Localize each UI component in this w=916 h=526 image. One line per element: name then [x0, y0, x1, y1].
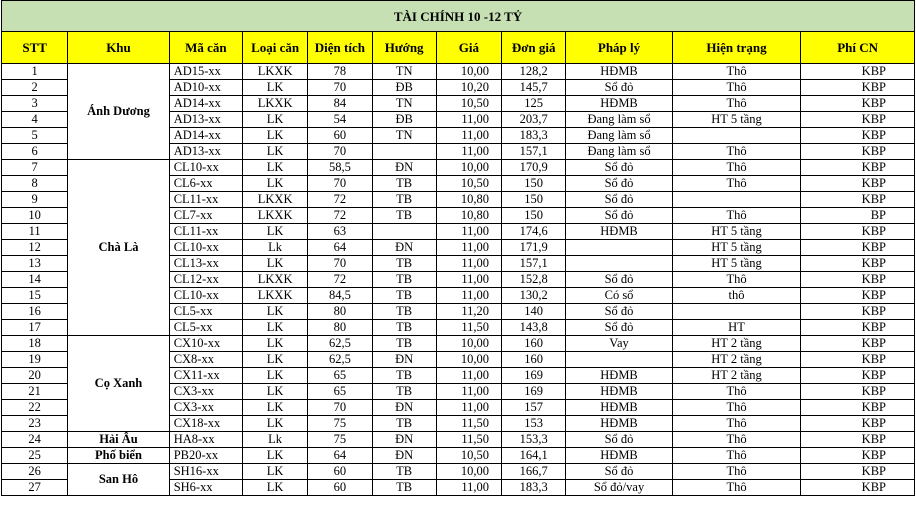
gia-cell: 11,00	[436, 368, 501, 384]
loai-can-cell: LK	[242, 304, 307, 320]
phap-ly-cell: Có sổ	[566, 288, 672, 304]
don-gia-cell: 164,1	[502, 448, 566, 464]
dien-tich-cell: 65	[308, 368, 372, 384]
loai-can-cell: LK	[242, 352, 307, 368]
loai-can-cell: Lk	[242, 240, 307, 256]
huong-cell: TN	[372, 128, 436, 144]
phap-ly-cell: Sổ đỏ	[566, 80, 672, 96]
stt-cell: 21	[2, 384, 68, 400]
ma-can-cell: AD13-xx	[169, 144, 242, 160]
phi-cn-cell: KBP	[801, 176, 915, 192]
huong-cell: TB	[372, 272, 436, 288]
loai-can-cell: LK	[242, 384, 307, 400]
phap-ly-cell: Sổ đỏ	[566, 320, 672, 336]
phi-cn-cell: KBP	[801, 144, 915, 160]
phap-ly-cell: HĐMB	[566, 96, 672, 112]
stt-cell: 27	[2, 480, 68, 496]
stt-cell: 5	[2, 128, 68, 144]
loai-can-cell: LK	[242, 128, 307, 144]
phi-cn-cell: KBP	[801, 384, 915, 400]
ma-can-cell: SH6-xx	[169, 480, 242, 496]
ma-can-cell: AD14-xx	[169, 96, 242, 112]
loai-can-cell: LK	[242, 160, 307, 176]
gia-cell: 11,00	[436, 480, 501, 496]
phi-cn-cell: KBP	[801, 256, 915, 272]
gia-cell: 11,00	[436, 240, 501, 256]
khu-cell: Cọ Xanh	[68, 336, 169, 432]
loai-can-cell: LKXK	[242, 64, 307, 80]
huong-cell: ĐB	[372, 80, 436, 96]
gia-cell: 11,50	[436, 320, 501, 336]
loai-can-cell: LKXK	[242, 288, 307, 304]
don-gia-cell: 140	[502, 304, 566, 320]
stt-cell: 11	[2, 224, 68, 240]
dien-tich-cell: 60	[308, 480, 372, 496]
stt-cell: 10	[2, 208, 68, 224]
gia-cell: 10,00	[436, 464, 501, 480]
loai-can-cell: LK	[242, 464, 307, 480]
ma-can-cell: AD13-xx	[169, 112, 242, 128]
stt-cell: 24	[2, 432, 68, 448]
hien-trang-cell: Thô	[672, 432, 801, 448]
don-gia-cell: 169	[502, 368, 566, 384]
gia-cell: 10,00	[436, 160, 501, 176]
phap-ly-cell: Sổ đỏ	[566, 464, 672, 480]
stt-cell: 22	[2, 400, 68, 416]
ma-can-cell: AD14-xx	[169, 128, 242, 144]
loai-can-cell: LKXK	[242, 272, 307, 288]
huong-cell: TB	[372, 304, 436, 320]
huong-cell: ĐB	[372, 112, 436, 128]
phap-ly-cell: HĐMB	[566, 400, 672, 416]
ma-can-cell: CL7-xx	[169, 208, 242, 224]
huong-cell: TB	[372, 368, 436, 384]
ma-can-cell: AD15-xx	[169, 64, 242, 80]
don-gia-cell: 152,8	[502, 272, 566, 288]
don-gia-cell: 169	[502, 384, 566, 400]
dien-tich-cell: 60	[308, 128, 372, 144]
dien-tich-cell: 70	[308, 256, 372, 272]
phap-ly-cell: HĐMB	[566, 448, 672, 464]
stt-cell: 12	[2, 240, 68, 256]
hien-trang-cell: Thô	[672, 448, 801, 464]
hien-trang-cell: Thô	[672, 80, 801, 96]
table-row	[2, 64, 915, 80]
loai-can-cell: LK	[242, 416, 307, 432]
dien-tich-cell: 78	[308, 64, 372, 80]
table-row	[2, 432, 915, 448]
phap-ly-cell	[566, 256, 672, 272]
dien-tich-cell: 70	[308, 144, 372, 160]
don-gia-cell: 150	[502, 208, 566, 224]
huong-cell: TB	[372, 336, 436, 352]
dien-tich-cell: 72	[308, 192, 372, 208]
ma-can-cell: CL6-xx	[169, 176, 242, 192]
phi-cn-cell: KBP	[801, 160, 915, 176]
dien-tich-cell: 84	[308, 96, 372, 112]
column-header: Phí CN	[801, 32, 915, 64]
phap-ly-cell: Sổ đỏ	[566, 304, 672, 320]
phi-cn-cell: KBP	[801, 112, 915, 128]
phi-cn-cell: KBP	[801, 288, 915, 304]
khu-cell: Hải Âu	[68, 432, 169, 448]
ma-can-cell: CX3-xx	[169, 400, 242, 416]
phi-cn-cell: KBP	[801, 352, 915, 368]
huong-cell: TB	[372, 176, 436, 192]
stt-cell: 9	[2, 192, 68, 208]
hien-trang-cell: Thô	[672, 416, 801, 432]
phi-cn-cell: KBP	[801, 432, 915, 448]
don-gia-cell: 166,7	[502, 464, 566, 480]
dien-tich-cell: 54	[308, 112, 372, 128]
phi-cn-cell: KBP	[801, 304, 915, 320]
dien-tich-cell: 63	[308, 224, 372, 240]
dien-tich-cell: 70	[308, 176, 372, 192]
huong-cell: TB	[372, 480, 436, 496]
gia-cell: 10,20	[436, 80, 501, 96]
huong-cell: TB	[372, 464, 436, 480]
don-gia-cell: 160	[502, 352, 566, 368]
phi-cn-cell: KBP	[801, 80, 915, 96]
don-gia-cell: 153	[502, 416, 566, 432]
dien-tich-cell: 80	[308, 304, 372, 320]
khu-cell: Ánh Dương	[68, 64, 169, 160]
hien-trang-cell: Thô	[672, 64, 801, 80]
loai-can-cell: LK	[242, 336, 307, 352]
phap-ly-cell: Sổ đỏ	[566, 208, 672, 224]
stt-cell: 19	[2, 352, 68, 368]
phi-cn-cell: KBP	[801, 464, 915, 480]
gia-cell: 11,50	[436, 432, 501, 448]
phap-ly-cell: Sổ đỏ	[566, 432, 672, 448]
dien-tich-cell: 60	[308, 464, 372, 480]
huong-cell: TB	[372, 256, 436, 272]
phi-cn-cell: KBP	[801, 96, 915, 112]
hien-trang-cell: Thô	[672, 384, 801, 400]
hien-trang-cell	[672, 192, 801, 208]
phap-ly-cell: Sổ đỏ/vay	[566, 480, 672, 496]
phap-ly-cell: Đang làm sổ	[566, 144, 672, 160]
phap-ly-cell: HĐMB	[566, 224, 672, 240]
ma-can-cell: CX10-xx	[169, 336, 242, 352]
gia-cell: 11,00	[436, 288, 501, 304]
dien-tich-cell: 75	[308, 432, 372, 448]
dien-tich-cell: 72	[308, 208, 372, 224]
huong-cell: ĐN	[372, 240, 436, 256]
don-gia-cell: 170,9	[502, 160, 566, 176]
don-gia-cell: 150	[502, 176, 566, 192]
dien-tich-cell: 72	[308, 272, 372, 288]
don-gia-cell: 125	[502, 96, 566, 112]
table-body	[2, 64, 915, 496]
ma-can-cell: CL10-xx	[169, 160, 242, 176]
huong-cell: TN	[372, 96, 436, 112]
huong-cell: TB	[372, 384, 436, 400]
phap-ly-cell	[566, 240, 672, 256]
hien-trang-cell: HT 5 tầng	[672, 256, 801, 272]
khu-cell: Phố biển	[68, 448, 169, 464]
phi-cn-cell: KBP	[801, 448, 915, 464]
dien-tich-cell: 84,5	[308, 288, 372, 304]
phi-cn-cell: KBP	[801, 240, 915, 256]
ma-can-cell: AD10-xx	[169, 80, 242, 96]
ma-can-cell: CL12-xx	[169, 272, 242, 288]
hien-trang-cell: HT 2 tầng	[672, 368, 801, 384]
ma-can-cell: CX18-xx	[169, 416, 242, 432]
phap-ly-cell: Sổ đỏ	[566, 160, 672, 176]
ma-can-cell: CL5-xx	[169, 320, 242, 336]
hien-trang-cell: Thô	[672, 464, 801, 480]
phi-cn-cell: KBP	[801, 64, 915, 80]
gia-cell: 10,00	[436, 64, 501, 80]
column-header: Khu	[68, 32, 169, 64]
column-header: Mã căn	[169, 32, 242, 64]
stt-cell: 2	[2, 80, 68, 96]
column-header: Diện tích	[308, 32, 372, 64]
hien-trang-cell: HT 5 tầng	[672, 112, 801, 128]
phap-ly-cell: HĐMB	[566, 368, 672, 384]
don-gia-cell: 157	[502, 400, 566, 416]
stt-cell: 4	[2, 112, 68, 128]
loai-can-cell: LK	[242, 320, 307, 336]
hien-trang-cell: Thô	[672, 272, 801, 288]
hien-trang-cell: HT 5 tầng	[672, 224, 801, 240]
loai-can-cell: LK	[242, 448, 307, 464]
gia-cell: 11,00	[436, 112, 501, 128]
stt-cell: 6	[2, 144, 68, 160]
huong-cell: ĐN	[372, 352, 436, 368]
stt-cell: 8	[2, 176, 68, 192]
table-row	[2, 464, 915, 480]
stt-cell: 16	[2, 304, 68, 320]
phap-ly-cell	[566, 352, 672, 368]
phi-cn-cell: KBP	[801, 224, 915, 240]
ma-can-cell: CL11-xx	[169, 192, 242, 208]
phap-ly-cell: Sổ đỏ	[566, 192, 672, 208]
gia-cell: 11,00	[436, 272, 501, 288]
gia-cell: 11,00	[436, 256, 501, 272]
don-gia-cell: 174,6	[502, 224, 566, 240]
stt-cell: 18	[2, 336, 68, 352]
huong-cell: ĐN	[372, 400, 436, 416]
stt-cell: 25	[2, 448, 68, 464]
loai-can-cell: LKXK	[242, 96, 307, 112]
ma-can-cell: CL10-xx	[169, 240, 242, 256]
stt-cell: 20	[2, 368, 68, 384]
hien-trang-cell: thô	[672, 288, 801, 304]
stt-cell: 17	[2, 320, 68, 336]
dien-tich-cell: 70	[308, 400, 372, 416]
don-gia-cell: 130,2	[502, 288, 566, 304]
stt-cell: 23	[2, 416, 68, 432]
dien-tich-cell: 70	[308, 80, 372, 96]
stt-cell: 1	[2, 64, 68, 80]
loai-can-cell: LK	[242, 80, 307, 96]
huong-cell: ĐN	[372, 160, 436, 176]
phi-cn-cell: KBP	[801, 480, 915, 496]
gia-cell: 11,00	[436, 224, 501, 240]
huong-cell	[372, 224, 436, 240]
phap-ly-cell: Sổ đỏ	[566, 272, 672, 288]
phi-cn-cell: KBP	[801, 272, 915, 288]
phi-cn-cell: KBP	[801, 400, 915, 416]
ma-can-cell: CL5-xx	[169, 304, 242, 320]
dien-tich-cell: 58,5	[308, 160, 372, 176]
phi-cn-cell: KBP	[801, 416, 915, 432]
property-table	[1, 0, 915, 496]
don-gia-cell: 157,1	[502, 256, 566, 272]
phi-cn-cell: KBP	[801, 128, 915, 144]
stt-cell: 26	[2, 464, 68, 480]
loai-can-cell: LK	[242, 112, 307, 128]
dien-tich-cell: 75	[308, 416, 372, 432]
hien-trang-cell: HT 2 tầng	[672, 336, 801, 352]
huong-cell: TB	[372, 288, 436, 304]
ma-can-cell: HA8-xx	[169, 432, 242, 448]
ma-can-cell: PB20-xx	[169, 448, 242, 464]
hien-trang-cell: HT 2 tầng	[672, 352, 801, 368]
column-header: Hướng	[372, 32, 436, 64]
gia-cell: 10,50	[436, 176, 501, 192]
phi-cn-cell: KBP	[801, 336, 915, 352]
phap-ly-cell: HĐMB	[566, 384, 672, 400]
don-gia-cell: 203,7	[502, 112, 566, 128]
ma-can-cell: CL10-xx	[169, 288, 242, 304]
hien-trang-cell: Thô	[672, 144, 801, 160]
loai-can-cell: LKXK	[242, 192, 307, 208]
column-header: Loại căn	[242, 32, 307, 64]
column-header: Giá	[436, 32, 501, 64]
huong-cell	[372, 144, 436, 160]
ma-can-cell: CL13-xx	[169, 256, 242, 272]
hien-trang-cell: Thô	[672, 480, 801, 496]
huong-cell: TB	[372, 416, 436, 432]
loai-can-cell: LK	[242, 176, 307, 192]
phap-ly-cell: Đang làm sổ	[566, 128, 672, 144]
ma-can-cell: SH16-xx	[169, 464, 242, 480]
don-gia-cell: 150	[502, 192, 566, 208]
dien-tich-cell: 80	[308, 320, 372, 336]
table-row	[2, 160, 915, 176]
column-header: Hiện trạng	[672, 32, 801, 64]
gia-cell: 10,80	[436, 192, 501, 208]
hien-trang-cell	[672, 128, 801, 144]
loai-can-cell: LK	[242, 256, 307, 272]
loai-can-cell: LK	[242, 224, 307, 240]
don-gia-cell: 143,8	[502, 320, 566, 336]
dien-tich-cell: 65	[308, 384, 372, 400]
stt-cell: 15	[2, 288, 68, 304]
hien-trang-cell: Thô	[672, 208, 801, 224]
dien-tich-cell: 64	[308, 448, 372, 464]
loai-can-cell: LK	[242, 144, 307, 160]
don-gia-cell: 183,3	[502, 480, 566, 496]
hien-trang-cell: HT 5 tầng	[672, 240, 801, 256]
huong-cell: TB	[372, 320, 436, 336]
gia-cell: 10,00	[436, 352, 501, 368]
dien-tich-cell: 64	[308, 240, 372, 256]
ma-can-cell: CL11-xx	[169, 224, 242, 240]
phap-ly-cell: HĐMB	[566, 64, 672, 80]
phi-cn-cell: KBP	[801, 320, 915, 336]
stt-cell: 3	[2, 96, 68, 112]
don-gia-cell: 160	[502, 336, 566, 352]
column-header: Đơn giá	[502, 32, 566, 64]
stt-cell: 7	[2, 160, 68, 176]
khu-cell: San Hô	[68, 464, 169, 496]
loai-can-cell: LK	[242, 368, 307, 384]
phi-cn-cell: BP	[801, 208, 915, 224]
loai-can-cell: LKXK	[242, 208, 307, 224]
phi-cn-cell: KBP	[801, 192, 915, 208]
gia-cell: 10,50	[436, 448, 501, 464]
ma-can-cell: CX11-xx	[169, 368, 242, 384]
dien-tich-cell: 62,5	[308, 336, 372, 352]
header-row	[2, 32, 915, 64]
huong-cell: ĐN	[372, 432, 436, 448]
gia-cell: 10,80	[436, 208, 501, 224]
don-gia-cell: 153,3	[502, 432, 566, 448]
ma-can-cell: CX3-xx	[169, 384, 242, 400]
gia-cell: 11,20	[436, 304, 501, 320]
table-row	[2, 336, 915, 352]
hien-trang-cell	[672, 304, 801, 320]
dien-tich-cell: 62,5	[308, 352, 372, 368]
table-title: TÀI CHÍNH 10 -12 TỶ	[2, 1, 915, 32]
gia-cell: 11,00	[436, 384, 501, 400]
column-header: STT	[2, 32, 68, 64]
huong-cell: TN	[372, 64, 436, 80]
phap-ly-cell: Sổ đỏ	[566, 176, 672, 192]
huong-cell: TB	[372, 208, 436, 224]
gia-cell: 11,00	[436, 144, 501, 160]
column-header: Pháp lý	[566, 32, 672, 64]
phi-cn-cell: KBP	[801, 368, 915, 384]
don-gia-cell: 145,7	[502, 80, 566, 96]
loai-can-cell: LK	[242, 400, 307, 416]
ma-can-cell: CX8-xx	[169, 352, 242, 368]
phap-ly-cell: HĐMB	[566, 416, 672, 432]
khu-cell: Chà Là	[68, 160, 169, 336]
gia-cell: 11,50	[436, 416, 501, 432]
stt-cell: 14	[2, 272, 68, 288]
don-gia-cell: 128,2	[502, 64, 566, 80]
gia-cell: 10,50	[436, 96, 501, 112]
gia-cell: 10,00	[436, 336, 501, 352]
table-row	[2, 448, 915, 464]
hien-trang-cell: Thô	[672, 96, 801, 112]
loai-can-cell: LK	[242, 480, 307, 496]
loai-can-cell: Lk	[242, 432, 307, 448]
huong-cell: TB	[372, 192, 436, 208]
gia-cell: 11,00	[436, 128, 501, 144]
hien-trang-cell: Thô	[672, 176, 801, 192]
hien-trang-cell: HT	[672, 320, 801, 336]
hien-trang-cell: Thô	[672, 160, 801, 176]
phap-ly-cell: Vay	[566, 336, 672, 352]
don-gia-cell: 183,3	[502, 128, 566, 144]
phap-ly-cell: Đang làm sổ	[566, 112, 672, 128]
hien-trang-cell: Thô	[672, 400, 801, 416]
gia-cell: 11,00	[436, 400, 501, 416]
don-gia-cell: 157,1	[502, 144, 566, 160]
stt-cell: 13	[2, 256, 68, 272]
don-gia-cell: 171,9	[502, 240, 566, 256]
huong-cell: ĐN	[372, 448, 436, 464]
